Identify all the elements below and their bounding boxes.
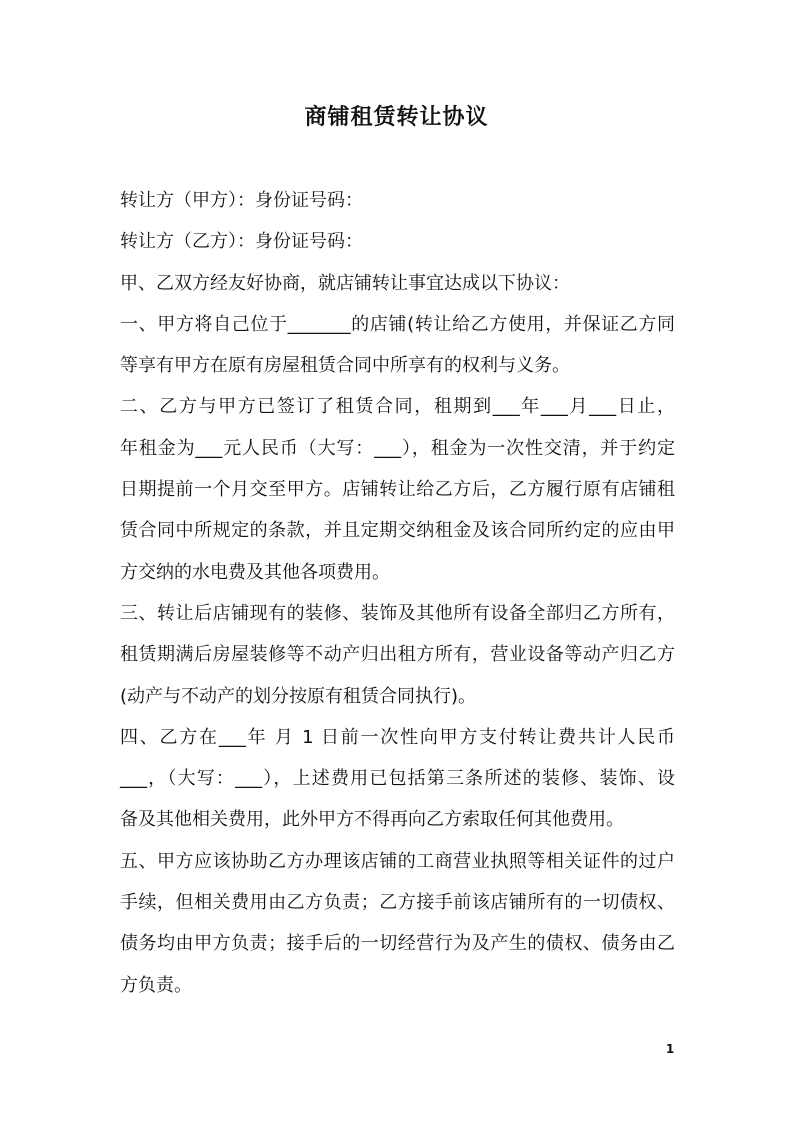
clause-two-line-4: 赁合同中所规定的条款，并且定期交纳租金及该合同所约定的应由甲 [120,520,675,542]
party-a-line: 转让方（甲方）：身份证号码： [120,190,363,211]
clause-three-line-3: (动产与不动产的划分按原有租赁合同执行)。 [120,685,477,707]
clause-two-line-5: 方交纳的水电费及其他各项费用。 [120,561,390,583]
clause-three-line-2: 租赁期满后房屋装修等不动产归出租方所有，营业设备等动产归乙方 [120,644,675,666]
document-title: 商铺租赁转让协议 [304,105,489,130]
clause-five-line-1: 五、甲方应该协助乙方办理该店铺的工商营业执照等相关证件的过户 [120,850,675,872]
page-number: 1 [665,1042,675,1056]
clause-two-line-1: 二、乙方与甲方已签订了租赁合同，租期到___年___月___日止， [120,396,675,418]
clause-two-line-2: 年租金为___元人民币（大写：___），租金为一次性交清，并于约定 [120,437,675,459]
clause-five-line-2: 手续，但相关费用由乙方负责；乙方接手前该店铺所有的一切债权、 [120,892,675,914]
clause-one-line-2: 等享有甲方在原有房屋租赁合同中所享有的权利与义务。 [120,355,570,377]
clause-one-line-1: 一、甲方将自己位于_______的店铺(转让给乙方使用，并保证乙方同 [120,313,675,335]
party-b-line: 转让方（乙方）：身份证号码： [120,231,363,253]
agreement-intro-line: 甲、乙双方经友好协商，就店铺转让事宜达成以下协议： [120,272,570,294]
clause-four-line-1: 四、乙方在___年 月 1 日前一次性向甲方支付转让费共计人民币 [120,726,675,748]
clause-five-line-3: 债务均由甲方负责；接手后的一切经营行为及产生的债权、债务由乙 [120,933,675,955]
clause-five-line-4: 方负责。 [120,974,192,996]
clause-two-line-3: 日期提前一个月交至甲方。店铺转让给乙方后，乙方履行原有店铺租 [120,479,675,501]
clause-four-line-2: ___，（大写：___），上述费用已包括第三条所述的装修、装饰、设 [120,768,675,790]
clause-four-line-3: 备及其他相关费用，此外甲方不得再向乙方索取任何其他费用。 [120,809,624,831]
clause-three-line-1: 三、转让后店铺现有的装修、装饰及其他所有设备全部归乙方所有， [120,602,675,624]
agreement-body [120,184,675,1010]
